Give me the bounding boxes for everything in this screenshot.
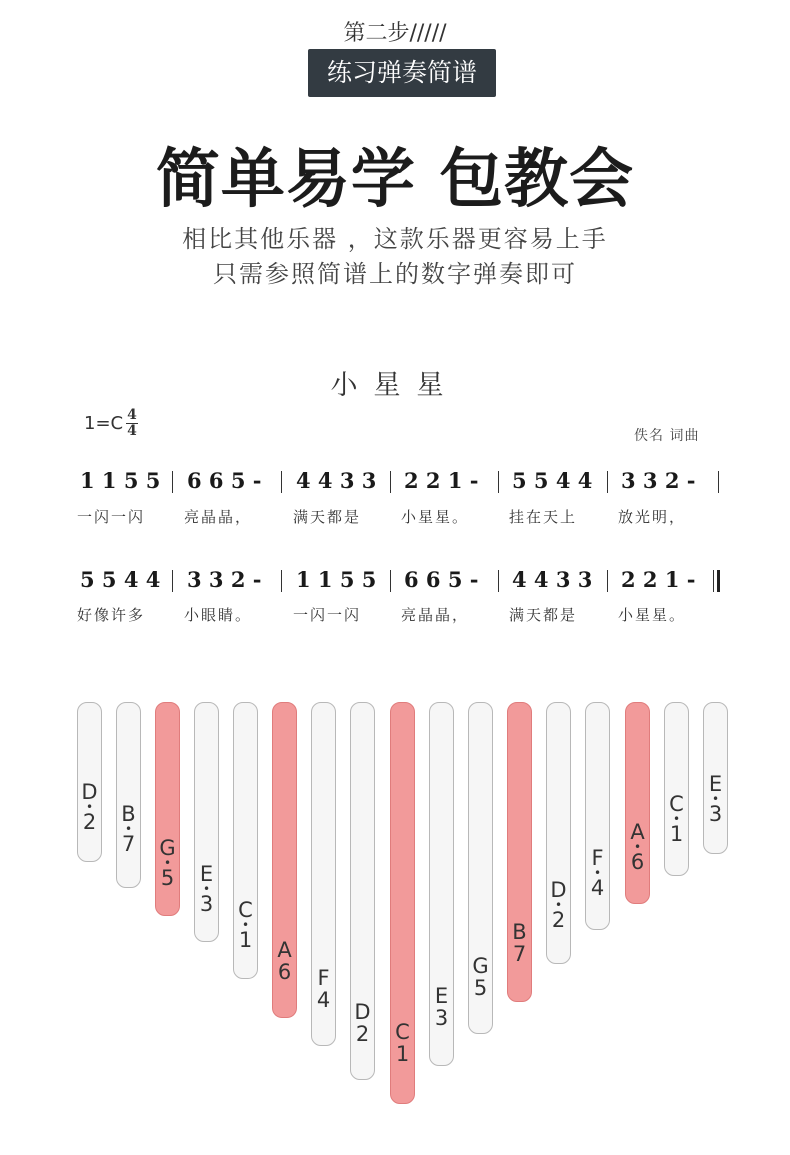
lyric: 小星星。 bbox=[401, 508, 470, 526]
kalimba-tine bbox=[272, 702, 297, 1018]
kalimba-tine bbox=[703, 702, 728, 854]
lyric: 小眼睛。 bbox=[184, 606, 253, 624]
lyric: 一闪一闪 bbox=[293, 606, 362, 624]
tine-note: F bbox=[317, 966, 330, 990]
bar-line bbox=[172, 471, 173, 493]
kalimba-tine bbox=[311, 702, 336, 1046]
time-denominator: 4 bbox=[127, 423, 137, 439]
high-octave-dot: • bbox=[593, 866, 602, 880]
kalimba-tine bbox=[664, 702, 689, 876]
tine-note: G bbox=[472, 954, 489, 978]
headline: 简单易学 包教会 bbox=[155, 143, 635, 217]
tine-note: E bbox=[708, 772, 723, 796]
tine-number: 4 bbox=[316, 988, 331, 1012]
high-octave-dot: • bbox=[672, 812, 681, 826]
tine-number: 5 bbox=[473, 976, 488, 1000]
tine-note: B bbox=[121, 802, 136, 826]
bar-line bbox=[390, 570, 391, 592]
kalimba-tine bbox=[546, 702, 571, 964]
bar-line bbox=[390, 471, 391, 493]
lyric: 一闪一闪 bbox=[77, 508, 146, 526]
high-octave-dot: • bbox=[202, 882, 211, 896]
song-title: 小星星 bbox=[330, 370, 460, 401]
tine-note: A bbox=[630, 820, 645, 844]
lyric: 挂在天上 bbox=[509, 508, 578, 526]
bar-line bbox=[281, 570, 282, 592]
credit: 佚名 词曲 bbox=[634, 428, 700, 444]
tine-note: B bbox=[512, 920, 527, 944]
bar-line bbox=[607, 471, 608, 493]
measure-notes: 3 3 2 - bbox=[621, 468, 696, 493]
tine-label bbox=[508, 921, 531, 965]
bar-line bbox=[498, 471, 499, 493]
kalimba-tine bbox=[155, 702, 180, 916]
measure-notes: 5 5 4 4 bbox=[80, 567, 161, 592]
tine-label bbox=[351, 1001, 374, 1045]
tine-label bbox=[195, 863, 218, 915]
time-signature bbox=[126, 408, 138, 439]
tine-note: F bbox=[591, 846, 604, 870]
tine-number: 6 bbox=[630, 850, 645, 874]
measure-notes: 1 1 5 5 bbox=[80, 468, 161, 493]
tine-note: D bbox=[81, 780, 98, 804]
measure-notes: 1 1 5 5 bbox=[296, 567, 377, 592]
final-bar-thin bbox=[713, 570, 714, 592]
measure-notes: 2 2 1 - bbox=[404, 468, 479, 493]
lyric: 亮晶晶， bbox=[184, 508, 253, 526]
measure-notes: 4 4 3 3 bbox=[296, 468, 377, 493]
kalimba-tine bbox=[429, 702, 454, 1066]
bar-line bbox=[281, 471, 282, 493]
bar-line bbox=[607, 570, 608, 592]
lyric: 亮晶晶， bbox=[401, 606, 470, 624]
tine-note: C bbox=[669, 792, 684, 816]
tine-label bbox=[234, 899, 257, 951]
kalimba-tine bbox=[233, 702, 258, 979]
tine-number: 3 bbox=[199, 892, 214, 916]
high-octave-dot: • bbox=[554, 898, 563, 912]
lyric: 放光明， bbox=[618, 508, 687, 526]
tine-note: C bbox=[395, 1020, 410, 1044]
key-signature bbox=[84, 408, 138, 439]
tine-label bbox=[391, 1021, 414, 1065]
kalimba-tine bbox=[507, 702, 532, 1002]
lyric: 好像许多 bbox=[77, 606, 146, 624]
tine-number: 7 bbox=[512, 942, 527, 966]
tine-number: 6 bbox=[277, 960, 292, 984]
tine-number: 3 bbox=[434, 1006, 449, 1030]
lyric: 小星星。 bbox=[618, 606, 687, 624]
kalimba-tine bbox=[194, 702, 219, 942]
tine-note: E bbox=[199, 862, 214, 886]
high-octave-dot: • bbox=[711, 792, 720, 806]
tine-label bbox=[626, 821, 649, 873]
bar-line bbox=[172, 570, 173, 592]
tine-note: G bbox=[159, 836, 176, 860]
tine-number: 2 bbox=[355, 1022, 370, 1046]
tine-label bbox=[665, 793, 688, 845]
measure-notes: 4 4 3 3 bbox=[512, 567, 593, 592]
subtitle-line-2: 只需参照简谱上的数字弹奏即可 bbox=[213, 260, 577, 288]
lyric: 满天都是 bbox=[293, 508, 362, 526]
tine-label bbox=[312, 967, 335, 1011]
tine-note: D bbox=[550, 878, 567, 902]
high-octave-dot: • bbox=[85, 800, 94, 814]
tine-note: A bbox=[277, 938, 292, 962]
tine-label bbox=[547, 879, 570, 931]
measure-notes: 3 3 2 - bbox=[187, 567, 262, 592]
tine-label bbox=[704, 773, 727, 825]
step-label: 第二步///// bbox=[343, 21, 447, 46]
subtitle-line-1: 相比其他乐器 ，这款乐器更容易上手 bbox=[182, 225, 608, 253]
time-numerator: 4 bbox=[127, 407, 137, 423]
measure-notes: 2 2 1 - bbox=[621, 567, 696, 592]
kalimba-tine bbox=[116, 702, 141, 888]
kalimba-tine bbox=[350, 702, 375, 1080]
tine-number: 1 bbox=[395, 1042, 410, 1066]
kalimba-tine bbox=[77, 702, 102, 862]
tine-note: C bbox=[238, 898, 253, 922]
tine-note: D bbox=[354, 1000, 371, 1024]
tine-number: 5 bbox=[160, 866, 175, 890]
high-octave-dot: • bbox=[124, 822, 133, 836]
final-bar-thick bbox=[717, 570, 720, 592]
tine-label bbox=[469, 955, 492, 999]
high-octave-dot: • bbox=[163, 856, 172, 870]
tine-label bbox=[586, 847, 609, 899]
key-label: 1=C bbox=[84, 413, 124, 434]
tine-label bbox=[78, 781, 101, 833]
measure-notes: 6 6 5 - bbox=[187, 468, 262, 493]
tine-number: 1 bbox=[238, 928, 253, 952]
tine-number: 2 bbox=[551, 908, 566, 932]
high-octave-dot: • bbox=[633, 840, 642, 854]
tine-number: 2 bbox=[82, 810, 97, 834]
tine-number: 1 bbox=[669, 822, 684, 846]
tine-note: E bbox=[434, 984, 449, 1008]
tine-label bbox=[273, 939, 296, 983]
tine-label bbox=[117, 803, 140, 855]
high-octave-dot: • bbox=[241, 918, 250, 932]
tine-number: 3 bbox=[708, 802, 723, 826]
section-badge: 练习弹奏简谱 bbox=[308, 49, 496, 97]
measure-notes: 5 5 4 4 bbox=[512, 468, 593, 493]
tine-label bbox=[156, 837, 179, 889]
tine-number: 7 bbox=[121, 832, 136, 856]
kalimba-tine bbox=[468, 702, 493, 1034]
bar-line bbox=[498, 570, 499, 592]
lyric: 满天都是 bbox=[509, 606, 578, 624]
kalimba-tine bbox=[625, 702, 650, 904]
tine-label bbox=[430, 985, 453, 1029]
measure-notes: 6 6 5 - bbox=[404, 567, 479, 592]
bar-line bbox=[718, 471, 719, 493]
kalimba-tine bbox=[390, 702, 415, 1104]
tine-number: 4 bbox=[590, 876, 605, 900]
kalimba-tine bbox=[585, 702, 610, 930]
